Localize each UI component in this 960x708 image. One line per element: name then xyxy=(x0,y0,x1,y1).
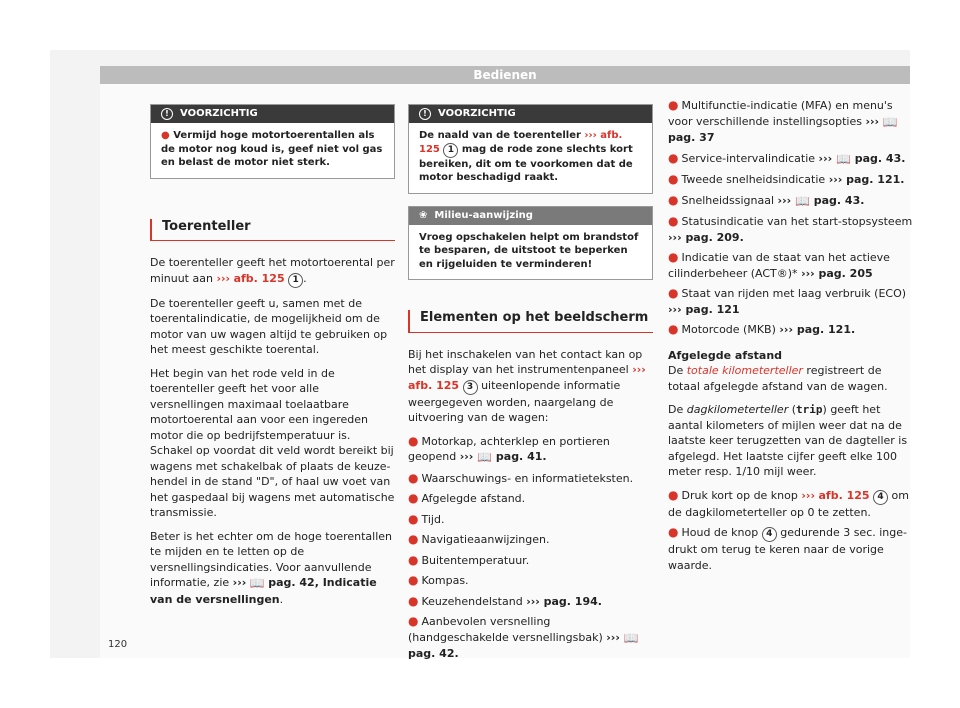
list-item xyxy=(408,573,653,589)
bullet-icon: ● xyxy=(408,593,419,608)
warning-text: Vermijd hoge motortoerentallen als de motor nog koud is, geef niet vol gas en belast de motor niet sterk. xyxy=(161,130,383,168)
term: totale kilometerteller xyxy=(686,364,803,377)
list-item-text: Navigatieaanwijzingen. xyxy=(421,533,550,546)
bullet-icon: ● xyxy=(668,487,679,502)
paragraph: De toerenteller geeft u, samen met de toerentalindicatie, de mogelijkheid om de motor van uw wagen altijd te gebruiken op het meest geschikte toerental. xyxy=(150,296,388,356)
paragraph: De dagkilometerteller (trip) geeft het aantal kilometers of mijlen weer dat na de laatste keer terugzetten van de dagteller is afgelegd. Het laatste cijfer geeft elke 100 meter resp. 1/10 mijl weer. xyxy=(668,403,908,478)
callout-number: 4 xyxy=(873,490,888,505)
warning-body xyxy=(151,123,394,178)
page-link[interactable]: pag. 37 xyxy=(668,131,715,144)
paragraph xyxy=(668,363,913,394)
arrow-icon: ››› xyxy=(828,173,847,186)
list-item xyxy=(668,98,913,146)
warning-header xyxy=(409,105,652,123)
arrow-icon: ››› xyxy=(584,130,597,141)
list-item-text: Afgelegde afstand. xyxy=(421,492,526,505)
list-item xyxy=(408,594,653,610)
bullet-icon: ● xyxy=(408,511,419,526)
text: De xyxy=(668,364,687,377)
text: De naald van de toerenteller xyxy=(419,130,585,141)
warning-title: VOORZICHTIG xyxy=(438,108,516,119)
callout-number: 1 xyxy=(443,143,458,158)
arrow-icon: ››› xyxy=(801,266,819,280)
bullet-icon: ● xyxy=(668,286,679,300)
arrow-icon: ››› xyxy=(777,193,795,207)
warning-header xyxy=(151,105,394,123)
element-list xyxy=(408,434,653,662)
list-item xyxy=(408,553,653,569)
section-title-toerenteller: Toerenteller xyxy=(150,219,395,242)
arrow-icon: ››› xyxy=(668,230,686,244)
bullet-icon: ● xyxy=(161,130,170,141)
list-item-text: Tijd. xyxy=(421,512,445,526)
warning-icon: ! xyxy=(161,108,173,120)
list-item-text: Waarschuwings- en informatieteksten. xyxy=(421,471,634,485)
callout-number: 1 xyxy=(288,273,303,288)
subsection-title: Afgelegde afstand xyxy=(668,348,783,362)
arrow-icon: ››› xyxy=(779,323,797,336)
list-item xyxy=(668,172,913,188)
figure-link[interactable]: afb. 125 xyxy=(818,488,870,502)
list-item xyxy=(668,286,913,317)
list-item xyxy=(668,214,913,245)
arrow-icon: ››› xyxy=(232,576,247,589)
section-title-elementen: Elementen op het beeldscherm xyxy=(408,310,653,333)
book-icon: 📖 xyxy=(835,151,855,166)
list-item-text: Tweede snelheidsindicatie xyxy=(681,173,829,186)
list-item xyxy=(408,434,653,466)
column-2 xyxy=(408,104,653,667)
environment-header xyxy=(409,207,652,225)
warning-box-1 xyxy=(150,104,395,179)
page-link[interactable]: pag. 194. xyxy=(543,594,602,608)
text: registreert de totaal afgelegde afstand van de wagen. xyxy=(668,364,888,393)
arrow-icon: ››› xyxy=(216,271,231,285)
bullet-icon: ● xyxy=(668,525,679,539)
list-item-text: Kompas. xyxy=(421,574,469,587)
bullet-icon: ● xyxy=(668,150,679,165)
warning-box-2 xyxy=(408,104,653,194)
list-item-text: Service-intervalindicatie xyxy=(681,151,819,165)
environment-title: Milieu-aanwijzing xyxy=(434,209,533,221)
arrow-icon: ››› xyxy=(606,630,624,644)
warning-body xyxy=(409,123,652,193)
list-item xyxy=(408,491,653,507)
bullet-icon: ● xyxy=(668,192,679,207)
list-item xyxy=(408,614,653,662)
bullet-icon: ● xyxy=(408,614,419,628)
bullet-icon: ● xyxy=(668,172,679,186)
text: Druk kort op de knop xyxy=(681,488,802,502)
text: De xyxy=(668,403,687,416)
warning-icon: ! xyxy=(419,108,431,120)
text: ) geeft het aantal kilometers of mijlen weer dat na de laatste keer terugzetten van de dagteller is afgelegd. Het laatste cijfer geeft elke 100 meter resp. 1/10 mijl weer. xyxy=(668,403,908,478)
callout-number: 4 xyxy=(762,527,777,542)
text: om de dagkilometerteller op 0 te zetten. xyxy=(668,488,909,519)
arrow-icon: ››› xyxy=(459,450,478,463)
text: gedurende 3 sec. ingedrukt om terug te keren naar de vorige waarde. xyxy=(668,526,907,572)
leaf-icon: ❀ xyxy=(419,209,428,221)
book-icon: 📖 xyxy=(477,450,496,464)
text: De toerenteller geeft het motortoerental per minuut aan xyxy=(150,256,395,285)
book-icon: 📖 xyxy=(623,630,639,645)
step-item xyxy=(668,488,913,521)
page xyxy=(50,50,913,660)
step-item xyxy=(668,525,913,573)
arrow-icon: ››› xyxy=(801,488,815,502)
bullet-icon: ● xyxy=(408,552,419,567)
page-link[interactable]: pag. 121. xyxy=(796,323,856,336)
page-link[interactable]: pag. 42, Indicatie van de versnellingen xyxy=(150,576,377,606)
book-icon: 📖 xyxy=(882,114,898,129)
list-item-text: Keuzehendelstand xyxy=(421,594,527,608)
text: Houd de knop xyxy=(681,526,762,539)
page-link[interactable]: pag. 121. xyxy=(846,173,905,186)
list-item-text: Motorkap, achterklep en portieren geopend xyxy=(408,434,610,463)
text: Beter is het echter om de hoge toerentallen te mijden en te letten op de versnellingsindicaties. Voor aanvullende informatie, zie xyxy=(150,529,393,589)
environment-box xyxy=(408,206,653,281)
callout-number: 3 xyxy=(463,380,478,395)
bullet-icon: ● xyxy=(668,250,679,264)
arrow-icon: ››› xyxy=(668,302,686,316)
text: uiteenlopende informatie weergegeven worden, naargelang de uitvoering van de wagen: xyxy=(408,378,621,424)
figure-link[interactable]: afb. 125 xyxy=(233,271,285,285)
page-content xyxy=(100,84,913,660)
arrow-icon: ››› xyxy=(865,114,883,128)
list-item-text: Aanbevolen versnelling (handgeschakelde versnellingsbak) xyxy=(408,615,607,644)
list-item-text: Staat van rijden met laag verbruik (ECO) xyxy=(681,287,907,300)
bullet-icon: ● xyxy=(408,573,419,587)
list-item-text: Buitentemperatuur. xyxy=(421,553,530,567)
term: dagkilometerteller xyxy=(686,403,789,416)
list-item-text: Statusindicatie van het start-stopsysteem xyxy=(681,215,913,228)
page-link[interactable]: pag. 209. xyxy=(685,230,744,244)
list-item xyxy=(668,322,913,338)
list-item xyxy=(408,471,653,487)
list-item xyxy=(408,512,653,528)
list-item-text: Snelheidssignaal xyxy=(681,193,778,207)
page-link[interactable]: pag. 42. xyxy=(408,647,459,660)
list-item xyxy=(668,151,913,168)
column-3 xyxy=(668,98,913,578)
page-link[interactable]: pag. 41. xyxy=(495,450,547,463)
bullet-icon: ● xyxy=(408,532,419,546)
arrow-icon: ››› xyxy=(818,151,836,165)
paragraph: Beter is het echter om de hoge toerentallen te mijden en te letten op de versnellingsindicaties. Voor aanvullende informatie, zie ››› 📖 pag. 42, Indicatie van de versnellingen. xyxy=(150,529,393,606)
section-header: Bedienen xyxy=(100,66,910,84)
text: Bij het inschakelen van het contact kan op het display van het instrumentenpaneel xyxy=(408,347,643,376)
paragraph xyxy=(408,347,653,426)
figure-link[interactable]: afb. 125 xyxy=(419,130,623,155)
paragraph: De toerenteller geeft het motortoerental per minuut aan ››› afb. 125 1 . xyxy=(150,255,395,288)
list-item-text: Indicatie van de staat van het actieve cilinderbeheer (ACT®)* xyxy=(668,251,890,280)
bullet-icon: ● xyxy=(668,98,679,112)
bullet-icon: ● xyxy=(668,214,679,228)
page-link[interactable]: pag. 43. xyxy=(854,151,906,165)
display-code: trip xyxy=(796,403,823,416)
bullet-icon: ● xyxy=(668,322,679,336)
page-link[interactable]: pag. 121 xyxy=(685,302,740,316)
page-link[interactable]: pag. 205 xyxy=(818,266,873,280)
paragraph: Het begin van het rode veld in de toerenteller geeft het voor alle versnellingen maximaal toelaatbare motortoerental aan voor een ingereden motor die op bedrijfstemperatuur is. Schakel op voordat dit veld wordt bereikt bij wagens met schakelbak of plaats de keuzehendel in de stand "D", of haal uw voet van het gaspedaal bij wagens met automatische transmissie. xyxy=(150,366,395,519)
text: mag de rode zone slechts kort bereiken, dit om te voorkomen dat de motor beschadigd raakt. xyxy=(419,143,633,183)
arrow-icon: ››› xyxy=(526,594,544,608)
element-list-continued xyxy=(668,98,913,338)
bullet-icon: ● xyxy=(408,491,419,505)
warning-title: VOORZICHTIG xyxy=(180,108,258,119)
list-item xyxy=(668,250,913,281)
list-item-text: Motorcode (MKB) xyxy=(681,323,780,336)
environment-body: Vroeg opschakelen helpt om brandstof te besparen, de uitstoot te beperken en rijgeluiden te verminderen! xyxy=(419,231,639,270)
list-item xyxy=(668,193,913,210)
bullet-icon: ● xyxy=(408,433,419,448)
list-item xyxy=(408,532,653,548)
bullet-icon: ● xyxy=(408,470,419,485)
figure-link[interactable]: afb. 125 xyxy=(408,378,460,392)
list-item-text: Multifunctie-indicatie (MFA) en menu's voor verschillende instellingsopties xyxy=(668,99,893,128)
book-icon: 📖 xyxy=(794,193,814,208)
arrow-icon: ››› xyxy=(632,363,646,376)
page-link[interactable]: pag. 43. xyxy=(813,193,865,207)
book-icon: 📖 xyxy=(249,576,265,590)
column-1 xyxy=(150,104,395,615)
page-number: 120 xyxy=(108,639,128,650)
